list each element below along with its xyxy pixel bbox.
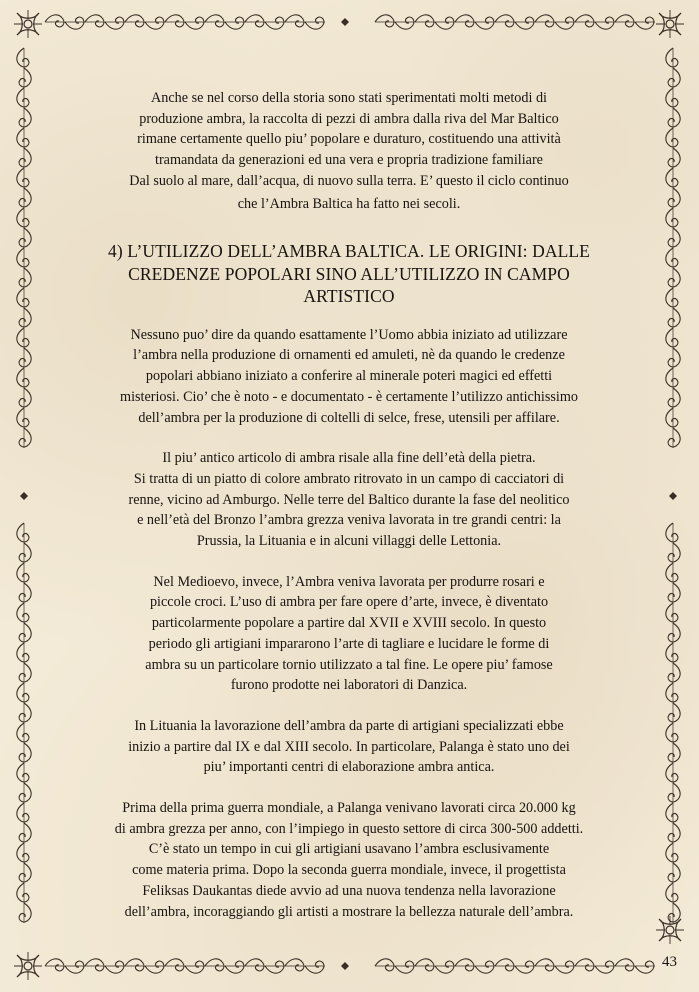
right-border-scroll (666, 48, 680, 923)
intro-paragraph (88, 88, 610, 214)
paragraph-line: Nessuno puo’ dire da quando esattamente l’Uomo abbia iniziato ad utilizzare (130, 326, 568, 343)
paragraph-line: inizio a partire dal IX e dal XIII secolo. In particolare, Palanga è stato uno dei (128, 738, 570, 755)
paragraph-line: l’ambra nella produzione di ornamenti ed amuleti, nè da quando le credenze (133, 347, 565, 364)
paragraph-line: piccole croci. L’uso di ambra per fare opere d’arte, invece, è diventato (149, 594, 549, 611)
bottom-border-scroll (45, 959, 655, 973)
paragraph-line: dell’ambra per la produzione di coltelli di selce, frese, utensili per affilare. (138, 409, 560, 426)
corner-ornament-top-left (14, 10, 42, 38)
paragraph-line: C’è stato un tempo in cui gli artigiani usavano l’ambra esclusivamente (148, 841, 550, 858)
paragraph-lithuania (88, 716, 610, 778)
paragraph-line: furono prodotte nei laboratori di Danzica. (230, 677, 468, 694)
intro-line: Dal suolo al mare, dall’acqua, di nuovo sulla terra. E’ questo il ciclo continuo (129, 172, 569, 189)
page-content (88, 88, 610, 922)
section-heading-line: 4) L’UTILIZZO DELL’AMBRA BALTICA. LE ORIGINI: DALLE (108, 241, 590, 262)
paragraph-line: popolari abbiano iniziato a conferire al minerale poteri magici ed effetti (145, 368, 553, 385)
paragraph-line: particolarmente popolare a partire dal XVII e XVIII secolo. In questo (151, 615, 547, 632)
paragraph-line: Si tratta di un piatto di colore ambrato ritrovato in un campo di cacciatori di (133, 470, 565, 487)
left-border-scroll (17, 48, 31, 923)
intro-line: rimane certamente quello piu’ popolare e duraturo, costituendo una attività (137, 131, 561, 148)
paragraph-line: periodo gli artigiani impararono l’arte di tagliare e lucidare le forme di (148, 635, 550, 652)
paragraph-line: Feliksas Daukantas diede avvio ad una nuova tendenza nella lavorazione (142, 882, 556, 899)
paragraph-line: Prussia, la Lituania e in alcuni villaggi delle Lettonia. (196, 533, 502, 550)
paragraph-line: piu’ importanti centri di elaborazione ambra antica. (203, 759, 495, 776)
paragraph-line: In Lituania la lavorazione dell’ambra da parte di artigiani specializzati ebbe (134, 717, 564, 734)
paragraph-line: e nell’età del Bronzo l’ambra grezza veniva lavorata in tre grandi centri: la (137, 512, 561, 529)
page-number: 43 (662, 954, 677, 970)
corner-ornament-bottom-right (656, 916, 684, 944)
paragraph-line: Prima della prima guerra mondiale, a Palanga venivano lavorati circa 20.000 kg (122, 800, 576, 817)
paragraph-line: come materia prima. Dopo la seconda guerra mondiale, invece, il progettista (132, 862, 566, 879)
intro-line: che l’Ambra Baltica ha fatto nei secoli. (237, 195, 461, 212)
paragraph-line: ambra su un particolare tornio utilizzato a tal fine. Le opere piu’ famose (145, 656, 553, 673)
corner-ornament-bottom-left (14, 952, 42, 980)
intro-line: produzione ambra, la raccolta di pezzi di ambra dalla riva del Mar Baltico (139, 110, 559, 127)
paragraph-line: Nel Medioevo, invece, l’Ambra veniva lavorata per produrre rosari e (153, 573, 545, 590)
section-heading (88, 240, 610, 308)
section-heading-line: CREDENZE POPOLARI SINO ALL’UTILIZZO IN CAMPO (128, 263, 570, 284)
paragraph-oldest-article (88, 448, 610, 552)
paragraph-middle-ages (88, 572, 610, 696)
corner-ornament-top-right (656, 10, 684, 38)
paragraph-line: di ambra grezza per anno, con l’impiego in questo settore di circa 300-500 addetti. (114, 820, 584, 837)
paragraph-line: renne, vicino ad Amburgo. Nelle terre del Baltico durante la fase del neolitico (128, 491, 570, 508)
section-heading-line: ARTISTICO (303, 286, 395, 307)
intro-line: tramandata da generazioni ed una vera e propria tradizione familiare (155, 152, 543, 169)
top-border-scroll (45, 15, 655, 29)
paragraph-line: misteriosi. Cio’ che è noto - e documentato - è certamente l’utilizzo antichissimo (120, 388, 578, 405)
paragraph-origins (88, 325, 610, 429)
intro-line: Anche se nel corso della storia sono stati sperimentati molti metodi di (151, 90, 547, 106)
paragraph-palanga (88, 798, 610, 922)
paragraph-line: Il piu’ antico articolo di ambra risale alla fine dell’età della pietra. (162, 450, 536, 467)
paragraph-line: dell’ambra, incoraggiando gli artisti a mostrare la bellezza naturale dell’ambra. (124, 903, 574, 920)
